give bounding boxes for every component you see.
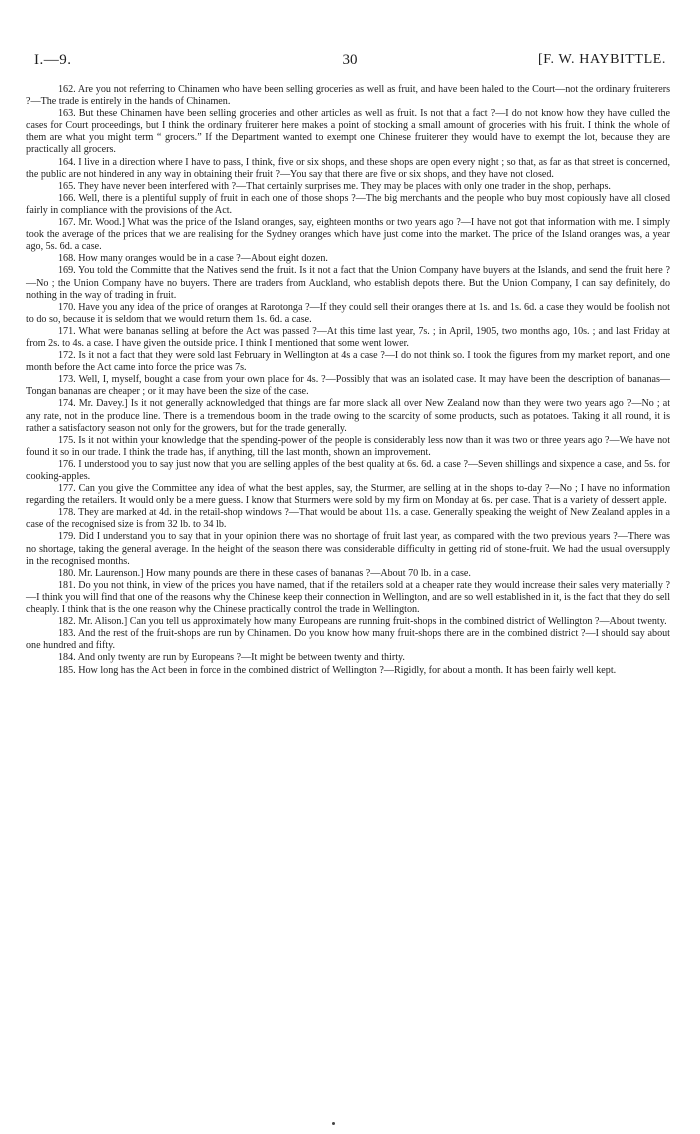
question-162: 162. Are you not referring to Chinamen who have been selling groceries as well as fruit, and have been haled to the Court—not the ordinary fruiterers ?—The trade is entirely in the hands of Chinamen. (26, 84, 670, 108)
question-166: 166. Well, there is a plentiful supply of fruit in each one of those shops ?—The big merchants and the people who buy most copiously have all closed fairly in compliance with the provisions of the Act. (26, 192, 670, 216)
question-163: 163. But these Chinamen have been selling groceries and other articles as well as fruit. Is not that a fact ?—I do not know how they have culled the cases for Court proceedings, but I think the ordinary fruiterer here makes a point of stocking a small amount of groceries with his fruit. I think the whole of them are what you might term “ grocers.” If the Department wanted to exempt one Chinese fruiterer they would have to exempt the lot, because they are practically all grocers. (26, 108, 670, 156)
page-speck (332, 1122, 335, 1125)
question-176: 176. I understood you to say just now that you are selling apples of the best quality at 6s. 6d. a case ?—Seven shillings and sixpence a case, and 5s. for cooking-apples. (26, 458, 670, 482)
page-number: 30 (342, 52, 358, 68)
page-header (34, 52, 666, 76)
question-175: 175. Is it not within your knowledge that the spending-power of the people is considerably less now than it was two or three years ago ?—We have not found it so in our trade. I think the trade has, if anything, till the last month, shown an improvement. (26, 434, 670, 458)
question-168: 168. How many oranges would be in a case ?—About eight dozen. (58, 253, 328, 265)
question-183: 183. And the rest of the fruit-shops are run by Chinamen. Do you know how many fruit-shops there are in the combined district ?—I should say about one hundred and fifty. (26, 628, 670, 652)
question-170: 170. Have you any idea of the price of oranges at Rarotonga ?—If they could sell their oranges there at 1s. and 1s. 6d. a case they would be foolish not to do so, because it is seldom that we would return them 1s. 6d. a case. (26, 301, 670, 325)
question-182: 182. Mr. Alison.] Can you tell us approximately how many Europeans are running fruit-shops in the combined district of Wellington ?—About twenty. (58, 616, 667, 628)
question-185: 185. How long has the Act been in force in the combined district of Wellington ?—Rigidly, for about a month. It has been fairly well kept. (58, 664, 617, 676)
question-174: 174. Mr. Davey.] Is it not generally acknowledged that things are far more slack all over New Zealand now than they were two years ago ?—No ; at any rate, not in the produce line. There is a tremendous boom in the trade owing to the scarcity of some products, such as potatoes. Taking it all round, it is rather a satisfactory season not only for the growers, but for the trade generally. (26, 398, 670, 434)
question-173: 173. Well, I, myself, bought a case from your own place for 4s. ?—Possibly that was an isolated case. It may have been the description of bananas—Tongan bananas are cheaper ; or it may have been the size of the case. (26, 374, 670, 398)
question-167: 167. Mr. Wood.] What was the price of the Island oranges, say, eighteen months or two years ago ?—I have not got that information with me. I simply took the average of the prices that we are realising for the Sydney oranges which have just come into the market. The price of the Island oranges was, a year ago, 5s. 6d. a case. (26, 217, 670, 253)
question-184: 184. And only twenty are run by Europeans ?—It might be between twenty and thirty. (58, 652, 405, 664)
question-181: 181. Do you not think, in view of the prices you have named, that if the retailers sold at a cheaper rate they would increase their sales very materially ?—I think you will find that one of the reasons why the Chinese keep their connection in Wellington, and are so well established in it, is the fact that they do sell cheaply. I think that is the one reason why the Chinese practically control the trade in Wellington. (26, 579, 671, 616)
question-178: 178. They are marked at 4d. in the retail-shop windows ?—That would be about 11s. a case. Generally speaking the weight of New Zealand apples in a case of the recognised size is from 32 lb. to 34 lb. (26, 507, 670, 531)
question-164: 164. I live in a direction where I have to pass, I think, five or six shops, and these shops are open every night ; so that, as far as that street is concerned, the public are not hindered in any way in obtaining their fruit ?—You say that there are five or six shops, and they have not closed. (26, 156, 670, 180)
witness-name: [F. W. HAYBITTLE. (538, 52, 666, 67)
parliamentary-paper-reference: I.—9. (34, 52, 72, 68)
question-179: 179. Did I understand you to say that in your opinion there was no shortage of fruit last year, as compared with the two previous years ?—There was no shortage, taking the general average. In the height of the season there was considerable difficulty in getting rid of stone-fruit. We had the usual oversupply in the recognised months. (26, 531, 670, 567)
question-180: 180. Mr. Laurenson.] How many pounds are there in these cases of bananas ?—About 70 lb. in a case. (58, 567, 471, 579)
question-169: 169. You told the Committe that the Natives send the fruit. Is it not a fact that the Union Company have buyers at the Islands, and send the fruit here ?—No ; the Union Company have no buyers. There are traders from Auckland, who establish depots there. But the Union Company, I can say definitely, do nothing in the way of trading in fruit. (26, 265, 670, 301)
question-171: 171. What were bananas selling at before the Act was passed ?—At this time last year, 7s. ; in April, 1905, two months ago, 10s. ; and last Friday at from 2s. to 4s. a case. I have given the outside price. I think I mentioned that some went lower. (26, 325, 670, 349)
question-177: 177. Can you give the Committee any idea of what the best apples, say, the Sturmer, are selling at in the shops to-day ?—No ; I have no information regarding the retailers. It would only be a mere guess. I know that Sturmers were sold by my firm on Monday at 6s. per case. That is a variety of dessert apple. (26, 483, 670, 507)
question-165: 165. They have never been interfered with ?—That certainly surprises me. They may be places with only one trader in the shop, perhaps. (58, 180, 611, 192)
testimony-body (26, 84, 670, 677)
question-172: 172. Is it not a fact that they were sold last February in Wellington at 4s a case ?—I do not think so. I took the figures from my market report, and one month before the Act came into force the price was 7s. (26, 350, 670, 374)
